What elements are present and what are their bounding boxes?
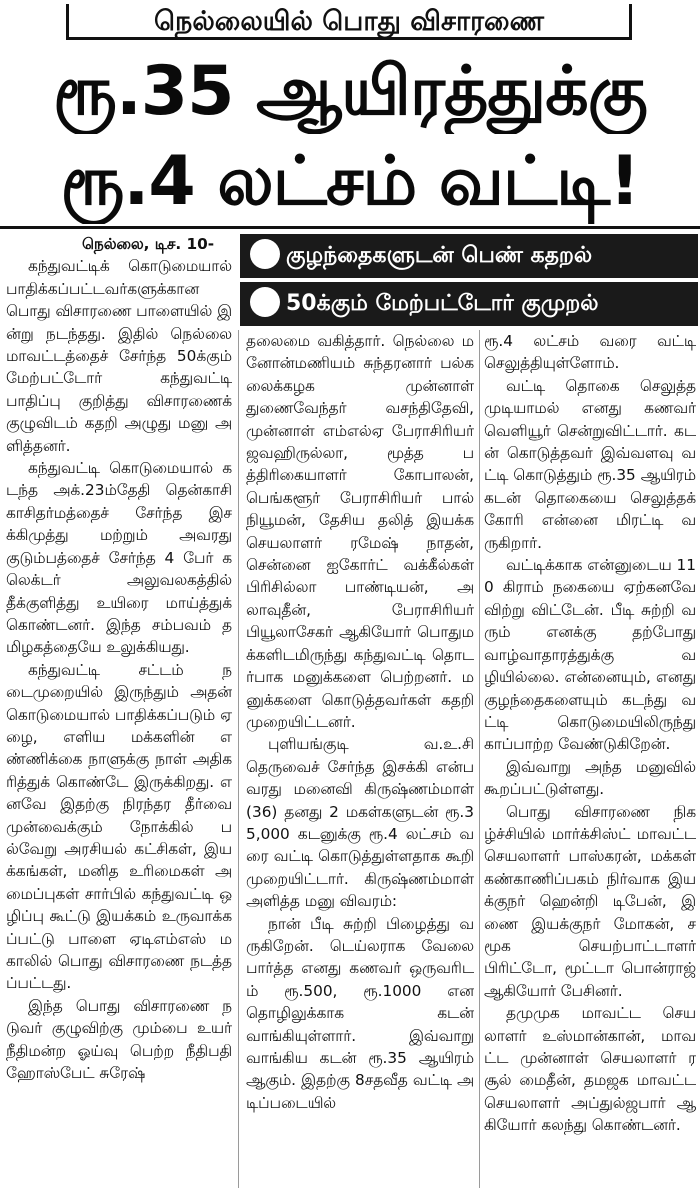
column-divider (238, 330, 239, 1188)
paragraph: தமுமுக மாவட்ட செயலாளர் உஸ்மான்கான், மாவட்ட முன்னாள் செயலாளர் ரசூல் மைதீன், தமஜக மாவட்ட செயலாளர் அப்துல்ஜபார் ஆகியோர் கலந்து கொண்டனர். (484, 1004, 696, 1135)
paragraph: நான் பீடி சுற்றி பிழைத்து வருகிறேன். டெய்லராக வேலை பார்த்த எனது கணவர் ஒருவரிடம் ரூ.500, ரூ.1000 என தொழிலுக்காக கடன் வாங்கியுள்ளார். இவ்வாறு வாங்கிய கடன் ரூ.35 ஆயிரம் ஆகும். இதற்கு 8சதவீத வட்டி அடிப்படையில் (246, 914, 474, 1112)
paragraph: தலைமை வகித்தார். நெல்லை மனோன்மணியம் சுந்தரனார் பல்கலைக்கழக முன்னாள் துணைவேந்தர் வசந்திதேவி, முன்னாள் எம்எல்ஏ பேராசிரியர் ஜவஹிருல்லா, மூத்த பத்திரிகையாளர் கோபாலன், பெங்களூர் பேராசிரியர் பால் நியூமன், தேசிய தலித் இயக்க செயலாளர் ரமேஷ் நாதன், சென்னை ஐகோர்ட் வக்கீல்கள் பிரிசில்லா பாண்டியன், அலாவுதீன், பேராசிரியர் பியூலாசேகர் ஆகியோர் பொதுமக்களிடமிருந்து கந்துவட்டி தொடர்பாக மனுக்களை பெற்றனர். மனுக்களை கொடுத்தவர்கள் கதறி முறையிட்டனர். (246, 332, 474, 731)
article-column-3 (484, 330, 696, 1188)
paragraph: கந்துவட்டி கொடுமையால் கடந்த அக்.23ம்தேதி தென்காசி காசிதர்மத்தைச் சேர்ந்த இசக்கிமுத்து மற்றும் அவரது குடும்பத்தைச் சேர்ந்த 4 பேர் கலெக்டர் அலுவலகத்தில் தீக்குளித்து உயிரை மாய்த்துக் கொண்டனர். இந்த சம்பவம் தமிழகத்தையே உலுக்கியது. (6, 459, 232, 657)
column-divider (479, 330, 480, 1188)
headline-line-1: ரூ.35 ஆயிரத்துக்கு (53, 52, 647, 131)
highlight-text: 50க்கும் மேற்பட்டோர் குமுறல் (286, 291, 599, 316)
paragraph: புளியங்குடி வ.உ.சி தெருவைச் சேர்ந்த இசக்கி என்பவரது மனைவி கிருஷ்ணம்மாள் (36) தனது 2 மகள்களுடன் ரூ.35,000 கடனுக்கு ரூ.4 லட்சம் வரை வட்டி கொடுத்துள்ளதாக கூறி முறையிட்டார். கிருஷ்ணம்மாள் அளித்த மனு விவரம்: (246, 735, 474, 911)
article-column-1 (6, 233, 232, 1188)
paragraph: வட்டிக்காக என்னுடைய 110 கிராம் நகையை ஏற்கனவே விற்று விட்டேன். பீடி சுற்றி வரும் எனக்கு தற்போது வாழ்வாதாரத்துக்கு வழியில்லை. என்னையும், எனது குழந்தைகளையும் கடந்து வட்டி கொடுமையிலிருந்து காப்பாற்ற வேண்டுகிறேன். (484, 556, 696, 754)
paragraph: கந்துவட்டிக் கொடுமையால் பாதிக்கப்பட்டவர்களுக்கான பொது விசாரணை பாளையில் இன்று நடந்தது. இதில் நெல்லை மாவட்டத்தைச் சேர்ந்த 50க்கும் மேற்பட்டோர் கந்துவட்டி பாதிப்பு குறித்து விசாரணைக் குழுவிடம் கதறி அழுது மனு அளித்தனர். (6, 257, 232, 455)
bullet-dot-icon (250, 287, 280, 317)
paragraph: வட்டி தொகை செலுத்த முடியாமல் எனது கணவர் வெளியூர் சென்றுவிட்டார். கடன் கொடுத்தவர் இவ்வளவு வட்டி கொடுத்தும் ரூ.35 ஆயிரம் கடன் தொகையை செலுத்தக் கோரி என்னை மிரட்டி வருகிறார். (484, 376, 696, 552)
dateline: நெல்லை, டிச. 10- (82, 235, 215, 253)
paragraph: பொது விசாரணை நிகழ்ச்சியில் மார்க்சிஸ்ட் மாவட்ட செயலாளர் பாஸ்கரன், மக்கள் கண்காணிப்பகம் நிர்வாக இயக்குநர் ஹென்றி டிபேன், இணை இயக்குநர் மோகன், சமூக செயற்பாட்டாளர் பிரிட்டோ, மூட்டா பொன்ராஜ் ஆகியோர் பேசினர். (484, 802, 696, 1000)
highlight-bar-1 (240, 234, 698, 278)
article-column-2 (246, 330, 474, 1188)
highlight-text: குழந்தைகளுடன் பெண் கதறல் (286, 243, 593, 268)
headline-line-2: ரூ.4 லட்சம் வட்டி! (60, 142, 640, 221)
highlight-bar-2 (240, 282, 698, 326)
paragraph: இந்த பொது விசாரணை நடுவர் குழுவிற்கு மும்பை உயர் நீதிமன்ற ஓய்வு பெற்ற நீதிபதி ஹோஸ்பேட் சுரேஷ் (6, 996, 232, 1083)
paragraph: கந்துவட்டி சட்டம் நடைமுறையில் இருந்தும் அதன் கொடுமையால் பாதிக்கப்படும் ஏழை, எளிய மக்களின் எண்ணிக்கை நாளுக்கு நாள் அதிகரித்துக் கொண்டே இருக்கிறது. எனவே இதற்கு நிரந்தர தீர்வை முன்வைக்கும் நோக்கில் பல்வேறு அரசியல் கட்சிகள், இயக்கங்கள், மனித உரிமைகள் அமைப்புகள் சார்பில் கந்துவட்டி ஒழிப்பு கூட்டு இயக்கம் உருவாக்கப்பட்டு பாளை ஏடிஎம்எஸ் மகாலில் பொது விசாரணை நடத்தப்பட்டது. (6, 660, 232, 993)
header-rule (0, 226, 700, 229)
bullet-dot-icon (250, 239, 280, 269)
paragraph: இவ்வாறு அந்த மனுவில் கூறப்பட்டுள்ளது. (484, 757, 696, 799)
kicker-heading: நெல்லையில் பொது விசாரணை (66, 4, 632, 40)
paragraph: ரூ.4 லட்சம் வரை வட்டி செலுத்தியுள்ளோம். (484, 332, 696, 373)
